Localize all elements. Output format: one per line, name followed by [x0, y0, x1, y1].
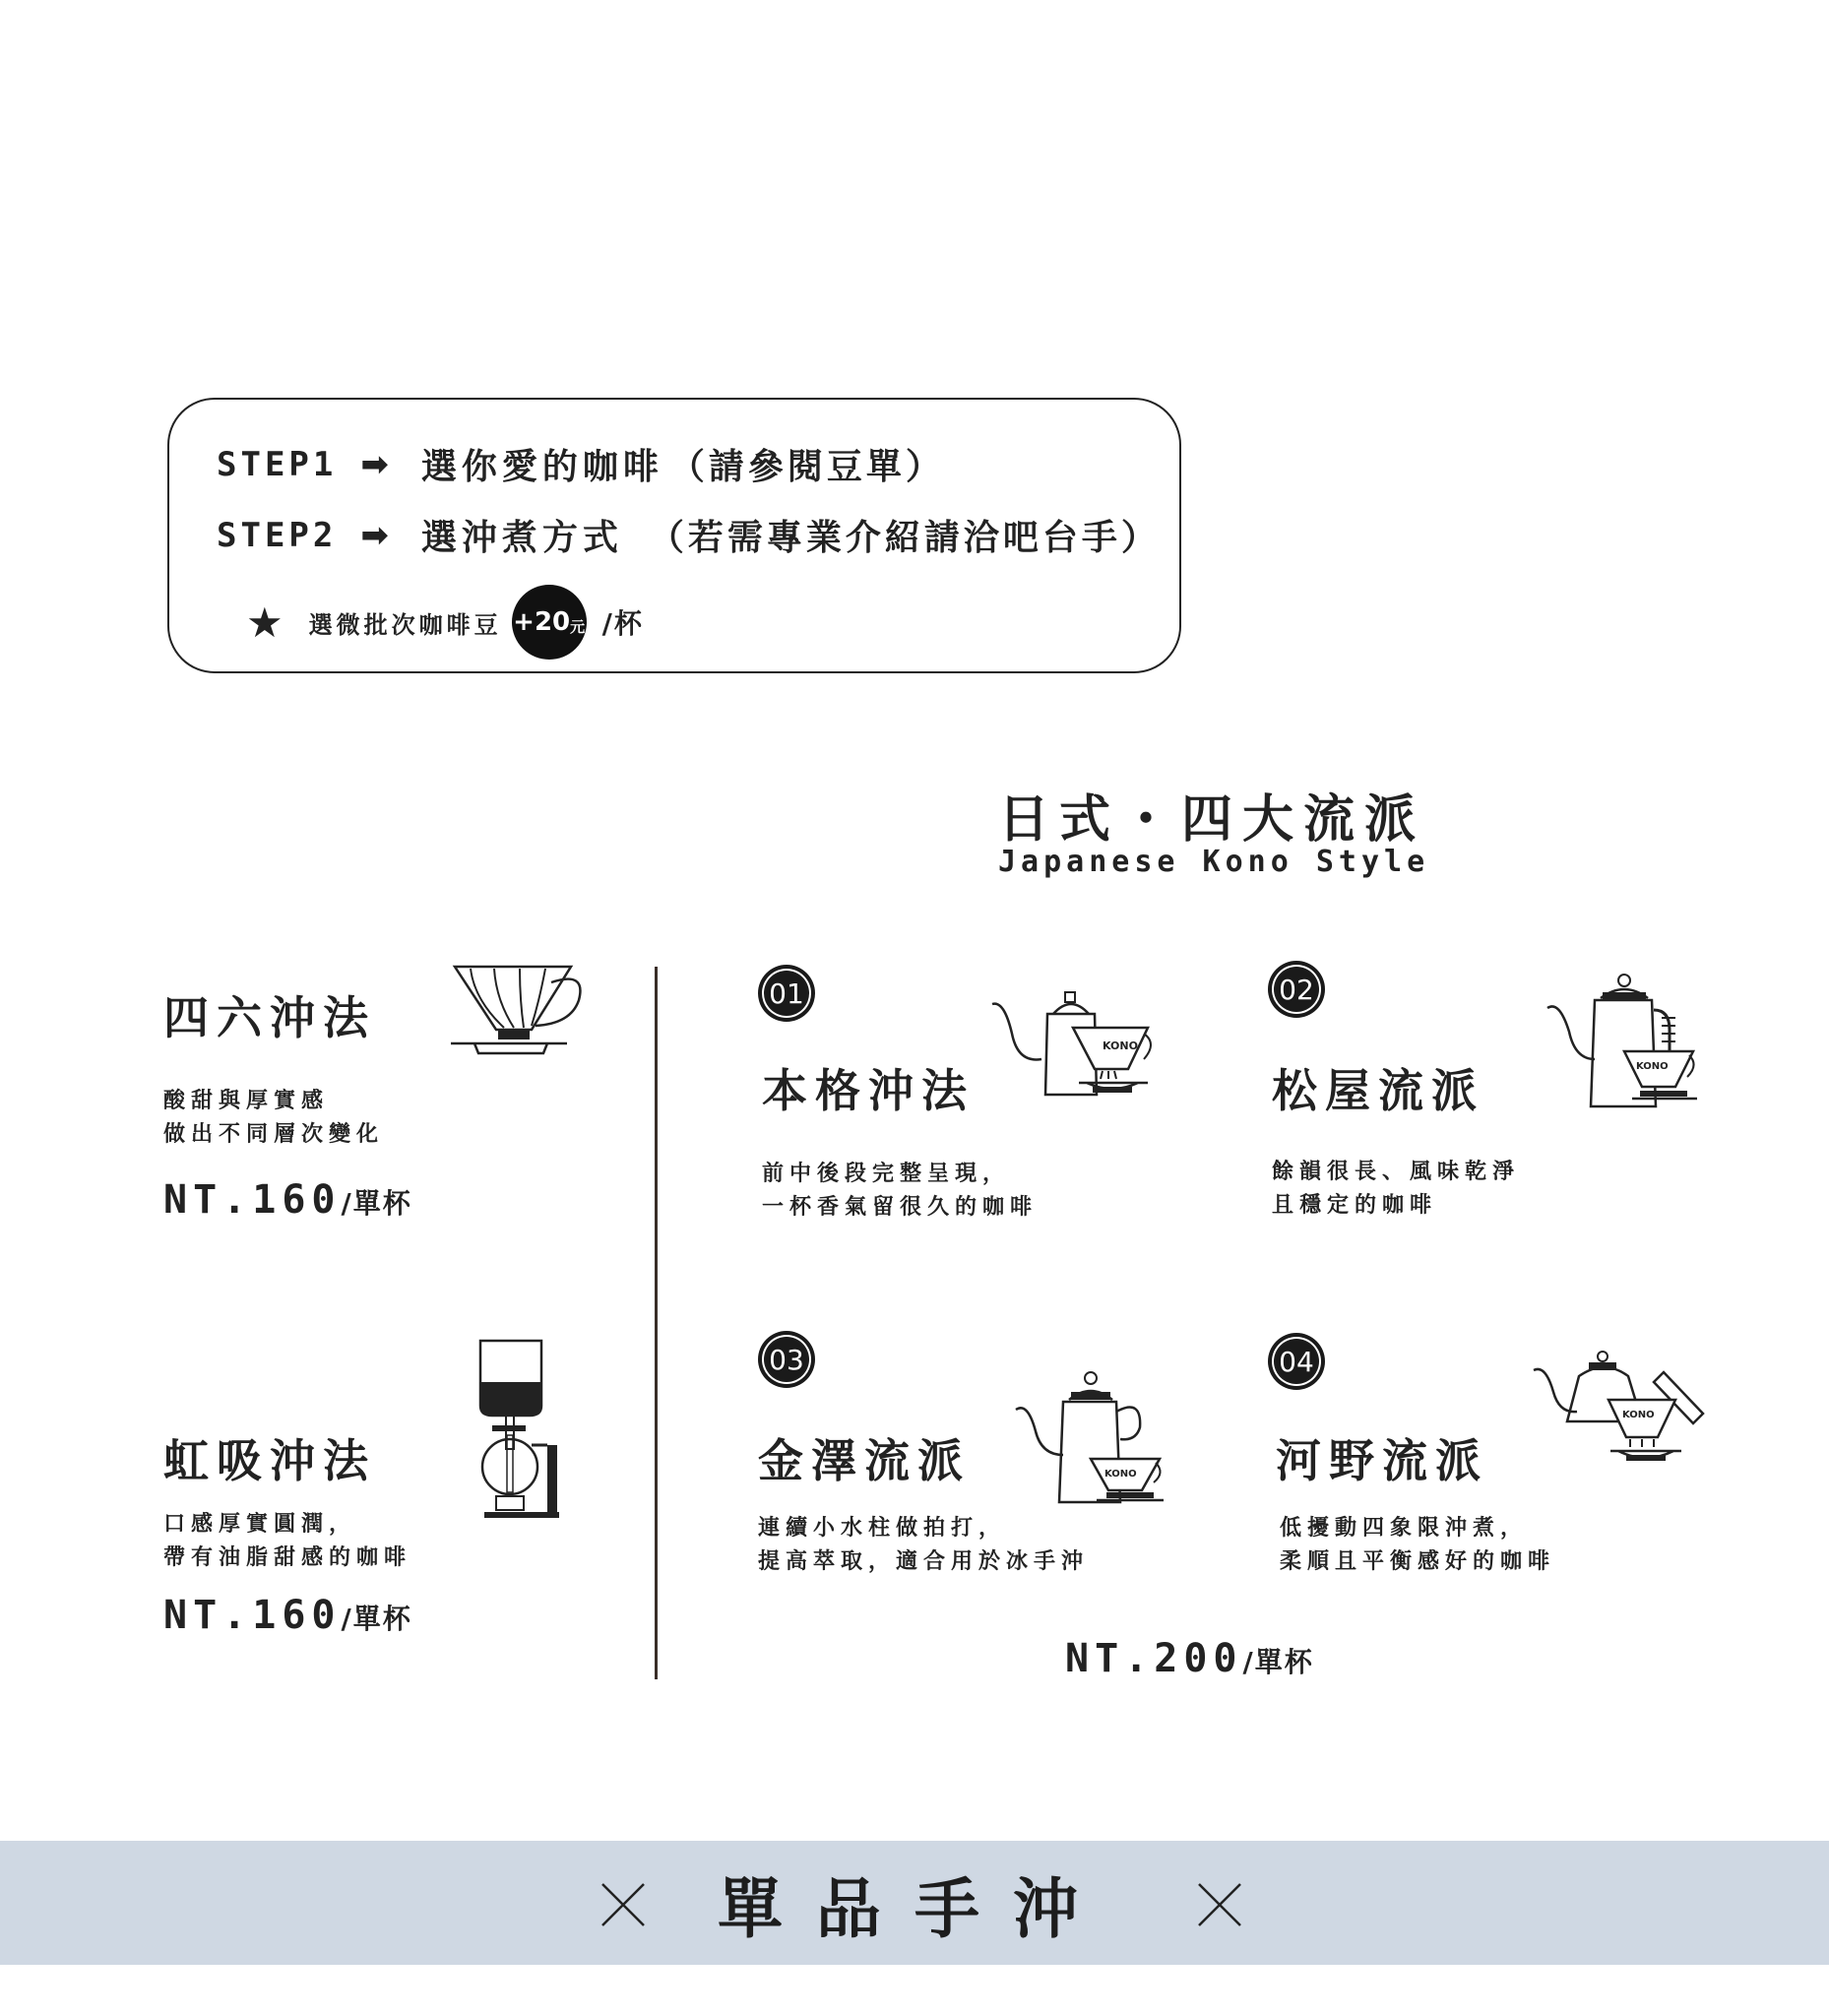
- per-cup-label: /杯: [601, 607, 644, 640]
- siphon-price: [163, 1593, 412, 1638]
- step2-text: 選沖煮方式: [420, 518, 623, 558]
- method-number-badge: 02: [1272, 965, 1321, 1014]
- step2-note: （若需專業介紹請洽吧台手）: [648, 518, 1161, 558]
- section-title: 日式・四大流派: [998, 790, 1426, 850]
- matsuya-kettle-dripper-icon: [1545, 971, 1699, 1112]
- price-add-amount: +20: [513, 607, 571, 637]
- footer-title: 單品手沖: [718, 1870, 1111, 1947]
- kono-title: 河野流派: [1276, 1434, 1488, 1487]
- method-number-badge: 04: [1272, 1337, 1321, 1386]
- method-number-badge: 03: [762, 1335, 811, 1384]
- four-six-desc-line1: 酸甜與厚實感: [163, 1089, 330, 1113]
- matsuya-desc-line2: 且穩定的咖啡: [1272, 1193, 1438, 1218]
- right-arrow-icon: ➡: [360, 515, 394, 555]
- kono-desc-line2: 柔順且平衡感好的咖啡: [1280, 1549, 1556, 1574]
- siphon-price-unit: /單杯: [341, 1603, 412, 1635]
- step1-row: [217, 439, 945, 489]
- micro-batch-text: 選微批次咖啡豆: [308, 610, 502, 639]
- siphon-desc-line1: 口感厚實圓潤，: [163, 1512, 357, 1537]
- honkaku-desc-line2: 一杯香氣留很久的咖啡: [762, 1195, 1039, 1220]
- cross-decor-icon: [1195, 1880, 1244, 1929]
- step2-row: [217, 510, 1161, 560]
- four-six-price-unit: /單杯: [341, 1187, 412, 1220]
- star-icon: ★: [246, 598, 284, 647]
- honkaku-desc-line1: 前中後段完整呈現，: [762, 1162, 1011, 1186]
- japanese-price-unit: /單杯: [1242, 1646, 1314, 1678]
- siphon-price-value: NT.160: [163, 1593, 342, 1638]
- section-divider: [655, 967, 658, 1679]
- japanese-price-value: NT.200: [1065, 1636, 1243, 1681]
- cross-decor-icon: [599, 1880, 648, 1929]
- kono-logo-text: KONO: [1636, 1061, 1669, 1072]
- four-six-title: 四六沖法: [163, 991, 376, 1044]
- method-number-badge: 01: [762, 969, 811, 1018]
- kono-logo-text: KONO: [1622, 1410, 1655, 1420]
- kanazawa-title: 金澤流派: [758, 1434, 971, 1487]
- right-arrow-icon: ➡: [360, 444, 394, 484]
- step1-code: STEP1: [217, 444, 338, 484]
- four-six-desc-line2: 做出不同層次變化: [163, 1122, 385, 1147]
- kanazawa-desc-line2: 提高萃取，適合用於冰手沖: [758, 1549, 1090, 1574]
- siphon-icon: [476, 1337, 559, 1520]
- kono-pour-icon: [1532, 1349, 1709, 1467]
- v60-dripper-icon: [449, 961, 583, 1065]
- step1-note: （請參閱豆單）: [668, 447, 945, 487]
- kono-desc-line1: 低擾動四象限沖煮，: [1280, 1516, 1529, 1541]
- step1-text: 選你愛的咖啡: [420, 447, 663, 487]
- kono-logo-text: KONO: [1103, 1040, 1138, 1052]
- kono-kettle-dripper-icon: [990, 984, 1158, 1102]
- price-add-unit: 元: [570, 617, 586, 636]
- kono-logo-text: KONO: [1104, 1469, 1137, 1480]
- matsuya-title: 松屋流派: [1272, 1064, 1484, 1117]
- step-instructions-box: [167, 398, 1181, 673]
- four-six-price-value: NT.160: [163, 1177, 342, 1223]
- matsuya-desc-line1: 餘韻很長、風味乾淨: [1272, 1160, 1521, 1184]
- price-add-badge: [512, 585, 587, 660]
- micro-batch-row: [246, 585, 644, 660]
- kanazawa-desc-line1: 連續小水柱做拍打，: [758, 1516, 1007, 1541]
- step2-code: STEP2: [217, 515, 338, 555]
- japanese-price: [1065, 1636, 1314, 1681]
- kanazawa-kettle-dripper-icon: [1014, 1368, 1167, 1506]
- honkaku-title: 本格沖法: [762, 1064, 975, 1117]
- siphon-title: 虹吸沖法: [163, 1434, 376, 1487]
- four-six-price: [163, 1177, 412, 1223]
- siphon-desc-line2: 帶有油脂甜感的咖啡: [163, 1545, 412, 1570]
- section-subtitle: Japanese Kono Style: [998, 845, 1430, 879]
